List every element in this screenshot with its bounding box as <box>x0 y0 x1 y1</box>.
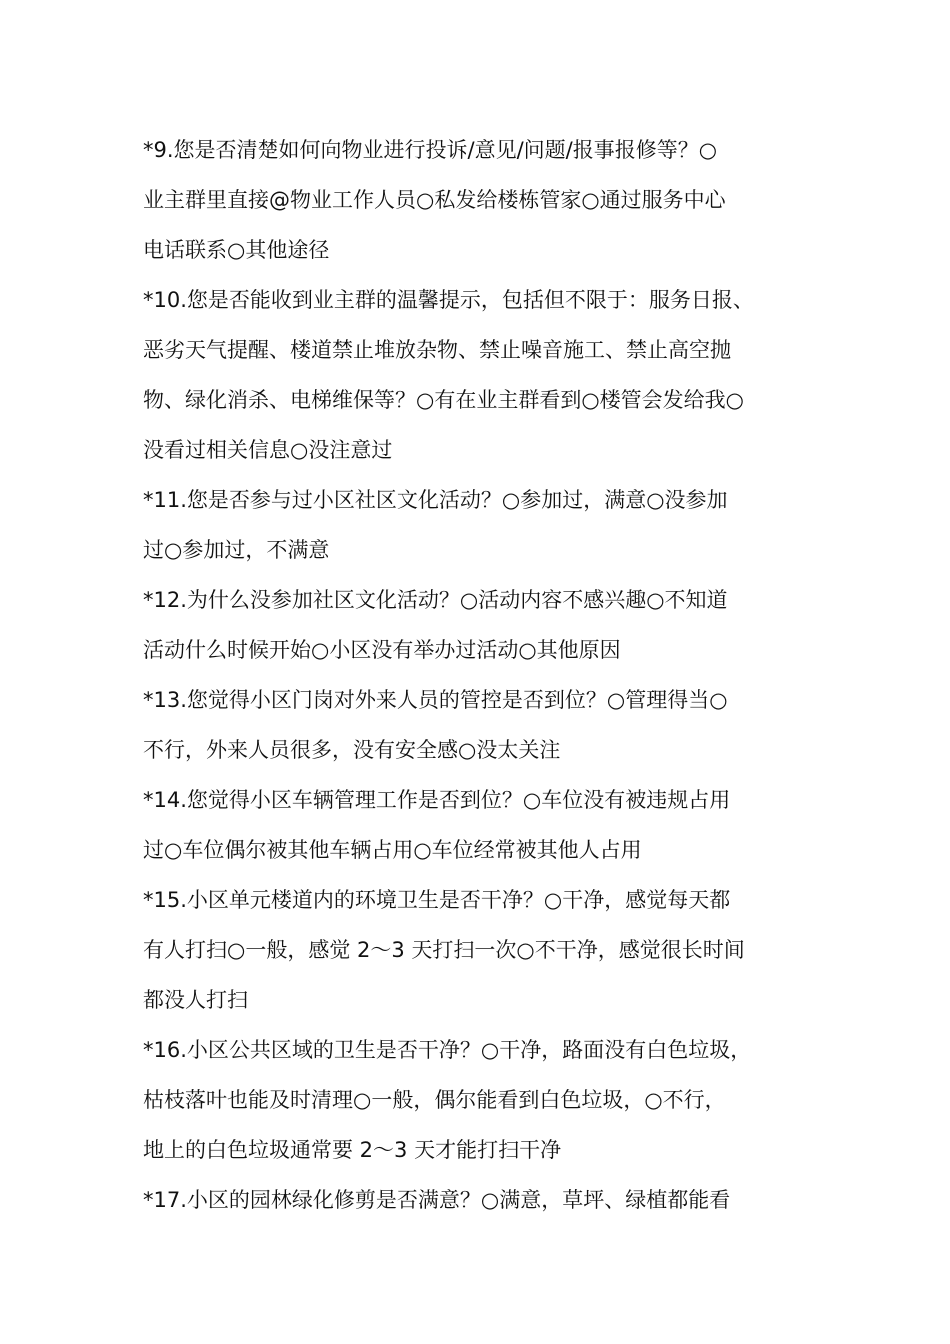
text-line: 活动什么时候开始○小区没有举办过活动○其他原因 <box>143 638 621 662</box>
text-line: 枯枝落叶也能及时清理○一般，偶尔能看到白色垃圾，○不行， <box>143 1088 726 1112</box>
text-line: 过○车位偶尔被其他车辆占用○车位经常被其他人占用 <box>143 838 642 862</box>
text-line: *9.您是否清楚如何向物业进行投诉/意见/问题/报事报修等？○ <box>143 138 718 162</box>
text-line: *12.为什么没参加社区文化活动？○活动内容不感兴趣○不知道 <box>143 588 728 612</box>
text-line: *17.小区的园林绿化修剪是否满意？○满意，草坪、绿植都能看 <box>143 1188 731 1212</box>
document-body <box>143 125 833 1225</box>
text-line: 都没人打扫 <box>143 988 248 1012</box>
text-line: *16.小区公共区域的卫生是否干净？○干净，路面没有白色垃圾， <box>143 1038 752 1062</box>
text-line: 有人打扫○一般，感觉 2～3 天打扫一次○不干净，感觉很长时间 <box>143 938 745 962</box>
text-line: 不行，外来人员很多，没有安全感○没太关注 <box>143 738 561 762</box>
text-line: 物、绿化消杀、电梯维保等？○有在业主群看到○楼管会发给我○ <box>143 388 744 412</box>
text-line: 恶劣天气提醒、楼道禁止堆放杂物、禁止噪音施工、禁止高空抛 <box>143 338 731 362</box>
text-line: *11.您是否参与过小区社区文化活动？○参加过，满意○没参加 <box>143 488 728 512</box>
text-line: 电话联系○其他途径 <box>143 238 330 262</box>
text-line: 没看过相关信息○没注意过 <box>143 438 393 462</box>
text-line: *15.小区单元楼道内的环境卫生是否干净？○干净，感觉每天都 <box>143 888 731 912</box>
text-line: *14.您觉得小区车辆管理工作是否到位？○车位没有被违规占用 <box>143 788 731 812</box>
text-line: *13.您觉得小区门岗对外来人员的管控是否到位？○管理得当○ <box>143 688 728 712</box>
text-line: 地上的白色垃圾通常要 2～3 天才能打扫干净 <box>143 1138 562 1162</box>
text-line: 业主群里直接@物业工作人员○私发给楼栋管家○通过服务中心 <box>143 188 726 212</box>
text-line: *10.您是否能收到业主群的温馨提示，包括但不限于：服务日报、 <box>143 288 754 312</box>
text-line: 过○参加过，不满意 <box>143 538 330 562</box>
